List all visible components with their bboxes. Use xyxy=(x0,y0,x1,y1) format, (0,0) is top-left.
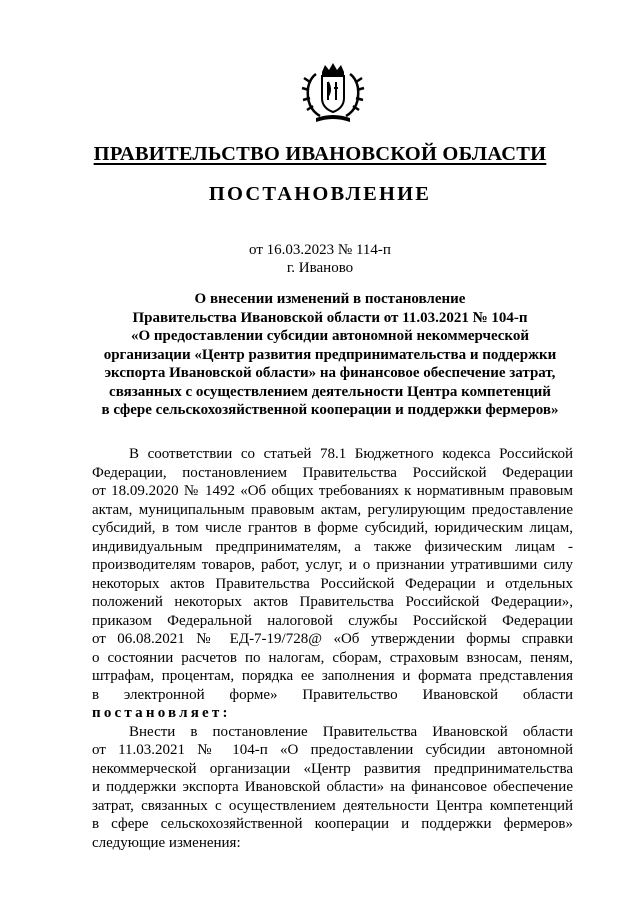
body-line: приказом Федеральной налоговой службы Российской Федерации xyxy=(92,612,573,629)
government-name: ПРАВИТЕЛЬСТВО ИВАНОВСКОЙ ОБЛАСТИ xyxy=(93,143,547,165)
date-number: от 16.03.2023 № 114-п xyxy=(249,242,391,258)
subject-line: организации «Центр развития предпринимательства и поддержки xyxy=(103,346,557,363)
body-line: Федерации, постановлением Правительства Российской Федерации xyxy=(92,464,573,481)
body-line: производителям товаров, работ, услуг, и о признании утратившими силу xyxy=(92,557,573,573)
body-line: в электронной форме» Правительство Ивановской области xyxy=(92,686,573,703)
body-line: индивидуальным предпринимателям, а также физическим лицам - xyxy=(92,538,573,555)
subject-line: связанных с осуществлением деятельности Центра компетенций xyxy=(109,383,551,400)
body-line: положений некоторых актов Правительства Российской Федерации», xyxy=(92,594,573,610)
resolves-keyword: постановляет: xyxy=(92,705,231,721)
body-line: затрат, связанных с осуществлением деятельности Центра компетенций xyxy=(92,797,573,814)
subject-line: экспорта Ивановской области» на финансовое обеспечение затрат, xyxy=(104,365,556,381)
document-meta xyxy=(0,241,640,277)
body-line: штрафам, процентам, порядка ее заполнения и формата представления xyxy=(92,668,573,684)
city: г. Иваново xyxy=(286,260,354,276)
document-type: ПОСТАНОВЛЕНИЕ xyxy=(208,183,432,205)
body-line-closing: следующие изменения: xyxy=(92,834,241,851)
body-line: Внести в постановление Правительства Ивановской области xyxy=(129,723,573,740)
body-line: субсидий, в том числе грантов в форме субсидий, юридическим лицам, xyxy=(92,520,573,536)
body-line: о состоянии расчетов по налогам, сборам, страховым взносам, пеням, xyxy=(92,649,573,666)
subject-line: О внесении изменений в постановление xyxy=(194,291,466,307)
body-line: от 11.03.2021 № 104-п «О предоставлении субсидии автономной xyxy=(92,742,573,758)
body-line: некоммерческой организации «Центр развития предпринимательства xyxy=(92,760,573,777)
body-line: в сфере сельскохозяйственной кооперации и поддержки фермеров» xyxy=(92,816,573,832)
body-line: В соответствии со статьей 78.1 Бюджетного кодекса Российской xyxy=(129,446,573,462)
document-body xyxy=(92,445,573,852)
body-line: от 06.08.2021 № ЕД-7-19/728@ «Об утверждении формы справки xyxy=(92,631,573,647)
body-line: актам, муниципальным правовым актам, регулирующим предоставление xyxy=(92,501,573,518)
subject-line: Правительства Ивановской области от 11.03.2021 № 104-п xyxy=(132,309,528,326)
body-line: от 18.09.2020 № 1492 «Об общих требованиях к нормативным правовым xyxy=(92,483,573,499)
subject-line: в сфере сельскохозяйственной кооперации и поддержки фермеров» xyxy=(101,402,559,418)
ivanovo-coat-of-arms-icon xyxy=(298,60,368,126)
subject-line: «О предоставлении субсидии автономной некоммерческой xyxy=(130,328,530,344)
body-line: и поддержки экспорта Ивановской области» на финансовое обеспечение xyxy=(92,779,573,795)
body-line: некоторых актов Правительства Российской Федерации и отдельных xyxy=(92,575,573,592)
document-subject xyxy=(90,290,570,420)
